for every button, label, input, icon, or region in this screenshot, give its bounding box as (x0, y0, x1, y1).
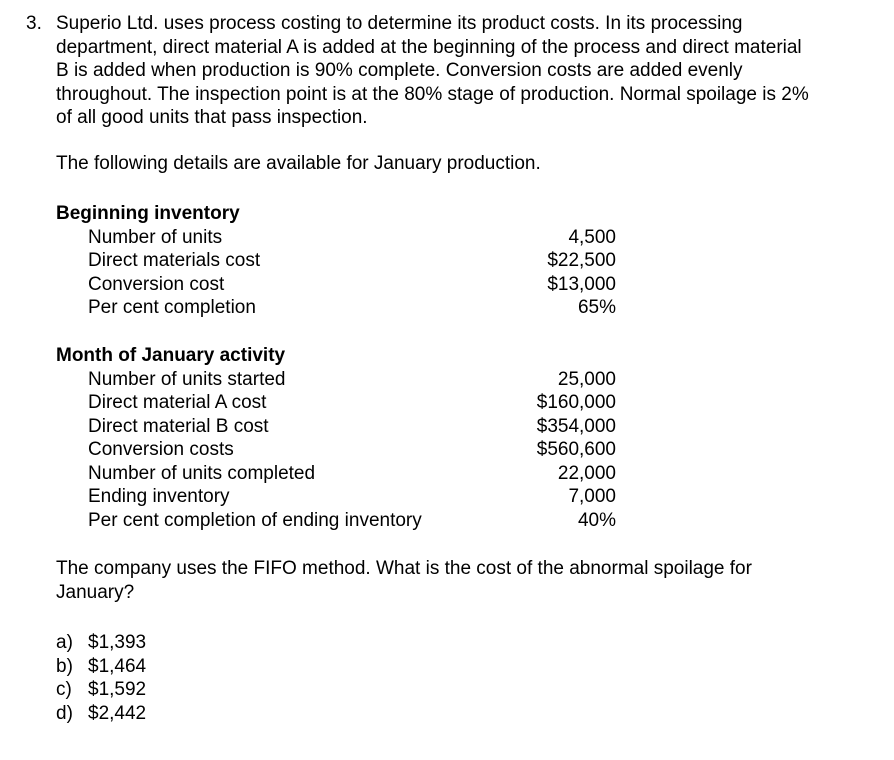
detail-label: Per cent completion (88, 297, 256, 318)
detail-value: $22,500 (547, 250, 616, 271)
detail-label: Ending inventory (88, 486, 230, 507)
detail-row (56, 249, 616, 273)
stem-line: of all good units that pass inspection. (56, 107, 368, 128)
detail-value: 65% (577, 297, 616, 318)
january-activity-section (56, 344, 616, 532)
option-text: $2,442 (88, 702, 147, 724)
january-activity-heading: Month of January activity (56, 345, 286, 366)
detail-value: $160,000 (536, 392, 616, 413)
detail-row (56, 509, 616, 533)
detail-value: $13,000 (547, 273, 616, 295)
detail-label: Direct material B cost (88, 415, 269, 437)
question-body (56, 12, 886, 724)
details-intro: The following details are available for January production. (56, 153, 541, 174)
beginning-inventory-section (56, 202, 616, 320)
detail-label: Direct materials cost (88, 250, 261, 271)
detail-label: Number of units (88, 226, 223, 248)
detail-value: 22,000 (557, 462, 616, 484)
stem-line: department, direct material A is added at the beginning of the process and direct material (56, 36, 802, 58)
option-letter: c) (56, 679, 72, 700)
detail-value: $560,600 (536, 439, 616, 460)
answer-option-b[interactable] (56, 655, 146, 679)
answer-option-a[interactable] (56, 631, 146, 655)
detail-value: 25,000 (557, 368, 616, 390)
detail-row (56, 485, 616, 509)
detail-label: Conversion costs (88, 439, 234, 460)
question-stem (56, 12, 886, 130)
detail-row (56, 226, 616, 250)
detail-label: Number of units completed (88, 462, 316, 484)
option-letter: d) (56, 702, 73, 724)
detail-label: Number of units started (88, 368, 286, 390)
stem-line: throughout. The inspection point is at the 80% stage of production. Normal spoilage is 2% (56, 83, 809, 105)
detail-value: 4,500 (568, 226, 616, 248)
detail-row (56, 391, 616, 415)
stem-line: Superio Ltd. uses process costing to determine its product costs. In its processing (56, 13, 743, 34)
prompt-line: January? (56, 581, 135, 603)
answer-option-c[interactable] (56, 678, 146, 702)
detail-row (56, 462, 616, 486)
answer-options (56, 631, 146, 725)
detail-value: $354,000 (536, 415, 616, 437)
detail-label: Conversion cost (88, 273, 225, 295)
question-prompt (56, 557, 752, 604)
detail-label: Direct material A cost (88, 392, 267, 413)
detail-row (56, 368, 616, 392)
option-text: $1,393 (88, 632, 147, 653)
question-number: 3. (26, 13, 42, 34)
detail-value: 7,000 (568, 486, 616, 507)
detail-row (56, 415, 616, 439)
detail-row (56, 438, 616, 462)
stem-line: B is added when production is 90% complete. Conversion costs are added evenly (56, 60, 743, 81)
option-letter: a) (56, 632, 73, 653)
detail-label: Per cent completion of ending inventory (88, 509, 422, 531)
prompt-line: The company uses the FIFO method. What is the cost of the abnormal spoilage for (56, 558, 752, 579)
answer-option-d[interactable] (56, 702, 146, 726)
detail-value: 40% (577, 509, 616, 531)
option-text: $1,464 (88, 655, 147, 677)
detail-row (56, 296, 616, 320)
option-text: $1,592 (88, 679, 147, 700)
beginning-inventory-heading: Beginning inventory (56, 203, 240, 224)
option-letter: b) (56, 655, 73, 677)
detail-row (56, 273, 616, 297)
